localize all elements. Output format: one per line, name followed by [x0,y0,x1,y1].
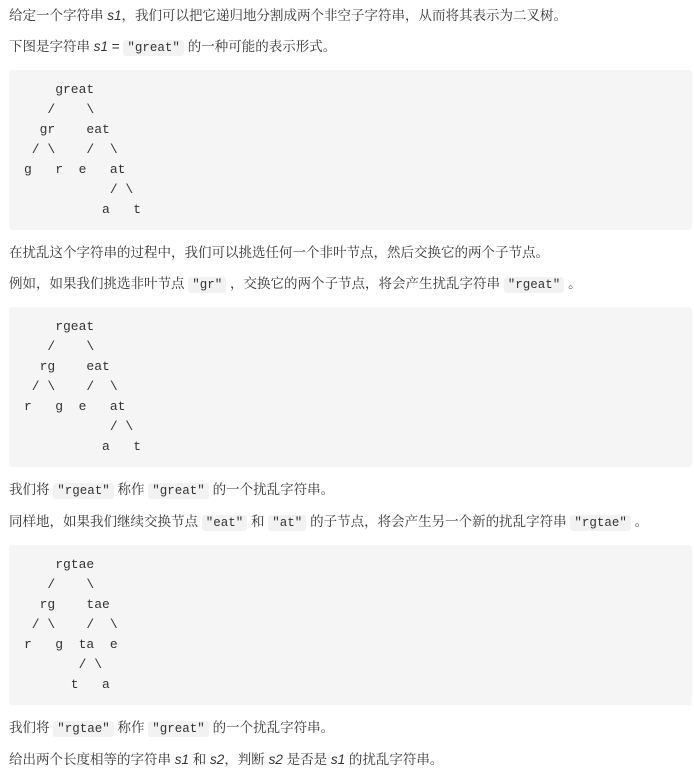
inline-code: "rgeat" [53,483,114,499]
var-s2: s2 [268,752,283,767]
tree-diagram-rgeat: rgeat / \ rg eat / \ / \ r g e at / \ a t [9,307,692,467]
inline-code: "rgtae" [570,515,631,531]
var-s1: s1 [174,752,190,767]
var-s1: s1 [330,752,346,767]
var-s1: s1 [93,39,109,54]
tree-diagram-great: great / \ gr eat / \ / \ g r e at / \ a t [9,70,692,230]
paragraph-intro: 给定一个字符串 s1，我们可以把它递归地分割成两个非空子字符串，从而将其表示为二叉树。 [9,8,568,23]
inline-code: "great" [148,721,209,737]
var-s1: s1 [107,8,122,23]
paragraph-second-swap: 同样地，如果我们继续交换节点 "eat" 和 "at" 的子节点，将会产生另一个新的扰乱字符串 "rgtae" 。 [9,514,649,530]
paragraph-scramble-process: 在扰乱这个字符串的过程中，我们可以挑选任何一个非叶节点，然后交换它的两个子节点。 [9,245,549,260]
inline-code: "at" [268,515,306,531]
inline-code: "eat" [202,515,248,531]
tree-diagram-rgtae: rgtae / \ rg tae / \ / \ r g ta e / \ t a [9,545,692,705]
var-s2: s2 [210,752,225,767]
paragraph-rgtae-is-scramble: 我们将 "rgtae" 称作 "great" 的一个扰乱字符串。 [9,720,335,736]
inline-code: "great" [148,483,209,499]
inline-code: "great" [123,40,184,56]
paragraph-rgeat-is-scramble: 我们将 "rgeat" 称作 "great" 的一个扰乱字符串。 [9,482,335,498]
paragraph-task: 给出两个长度相等的字符串 s1 和 s2，判断 s2 是否是 s1 的扰乱字符串。 [9,752,444,767]
paragraph-example-swap: 例如，如果我们挑选非叶节点 "gr" ，交换它的两个子节点，将会产生扰乱字符串 "rgeat" 。 [9,276,582,292]
inline-code: "gr" [188,277,226,293]
paragraph-representation: 下图是字符串 s1 = "great" 的一种可能的表示形式。 [9,39,337,55]
inline-code: "rgtae" [53,721,114,737]
inline-code: "rgeat" [504,277,565,293]
